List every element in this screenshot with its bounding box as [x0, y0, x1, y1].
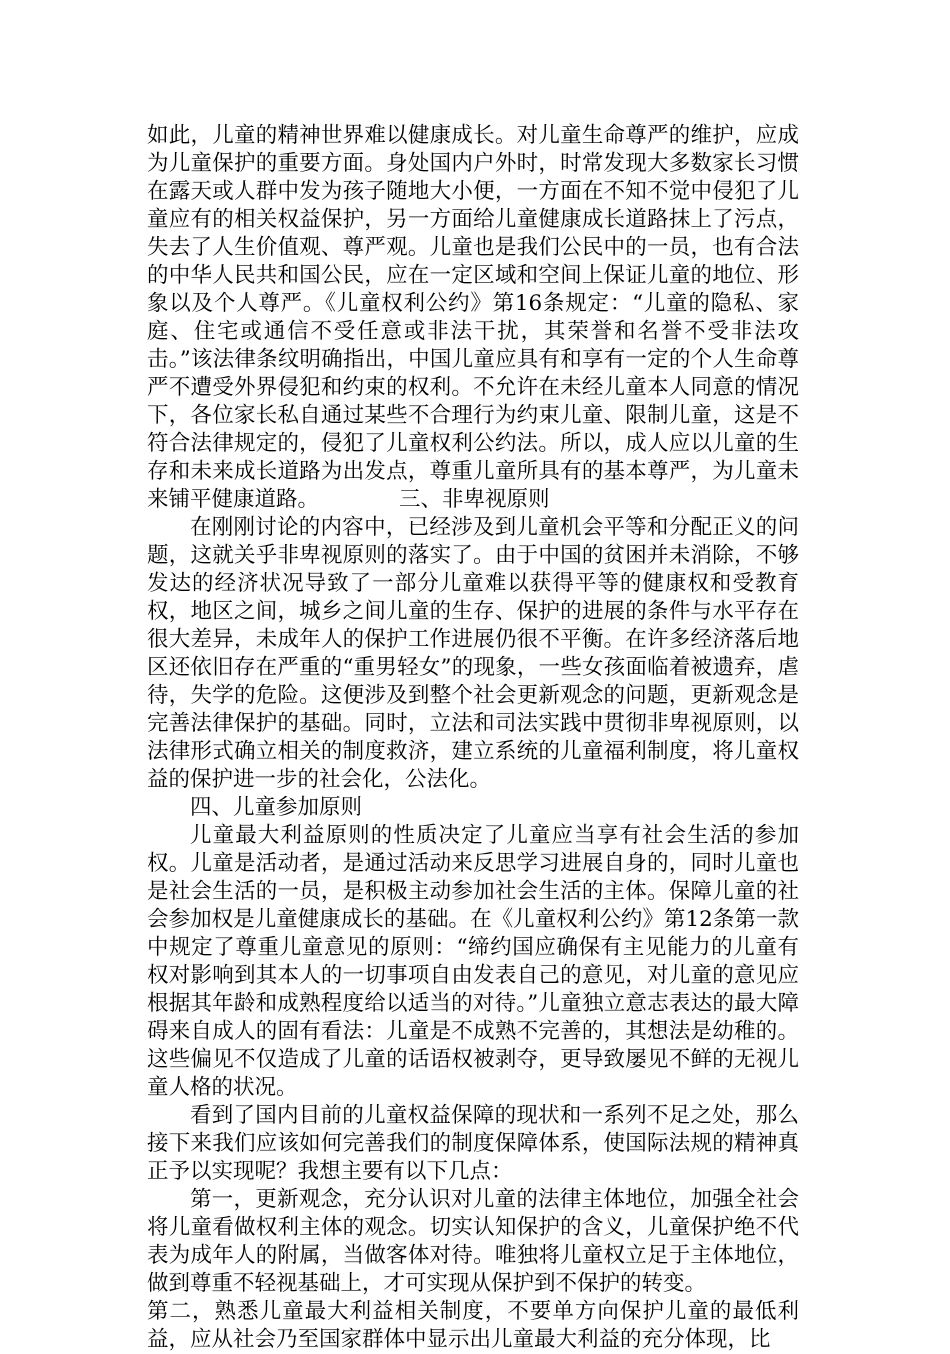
paragraph-participation: 儿童最大利益原则的性质决定了儿童应当享有社会生活的参加权。儿童是活动者，是通过活动来反思学习进展自身的，同时儿童也是社会生活的一员，是积极主动参加社会生活的主体。保障儿童的社会参加权是儿童健康成长的基础。在《儿童权利公约》第12条第一款中规定了尊重儿童意见的原则：“缔约国应确保有主见能力的儿童有权对影响到其本人的一切事项自由发表自己的意见，对儿童的意见应根据其年龄和成熟程度给以适当的对待。”儿童独立意志表达的最大障碍来自成人的固有看法：儿童是不成熟不完善的，其想法是幼稚的。这些偏见不仅造成了儿童的话语权被剥夺，更导致屡见不鲜的无视儿童人格的状况。 [147, 823, 799, 1100]
paragraph-improvement-intro: 看到了国内目前的儿童权益保障的现状和一系列不足之处，那么接下来我们应该如何完善我们的制度保障体系，使国际法规的精神真正予以实现呢？我想主要有以下几点： [147, 1103, 799, 1184]
document-page [147, 122, 799, 1354]
paragraph-child-dignity [147, 122, 799, 514]
paragraph-text: 如此，儿童的精神世界难以健康成长。对儿童生命尊严的维护，应成为儿童保护的重要方面。身处国内户外时，时常发现大多数家长习惯在露天或人群中发为孩子随地大小便，一方面在不知不觉中侵犯了儿童应有的相关权益保护，另一方面给儿童健康成长道路抹上了污点，失去了人生价值观、尊严观。儿童也是我们公民中的一员，也有合法的中华人民共和国公民，应在一定区域和空间上保证儿童的地位、形象以及个人尊严。《儿童权利公约》第16条规定：“儿童的隐私、家庭、住宅或通信不受任意或非法干扰，其荣誉和名誉不受非法攻击。”该法律条纹明确指出，中国儿童应具有和享有一定的个人生命尊严不遭受外界侵犯和约束的权利。不允许在未经儿童本人同意的情况下，各位家长私自通过某些不合理行为约束儿童、限制儿童，这是不符合法律规定的，侵犯了儿童权利公约法。所以，成人应以儿童的生存和未来成长道路为出发点，尊重儿童所具有的基本尊严，为儿童未来铺平健康道路。 [147, 123, 799, 512]
section-heading-participation: 四、儿童参加原则 [190, 795, 363, 820]
section-heading-non-discrimination: 三、非卑视原则 [399, 487, 550, 512]
paragraph-non-discrimination: 在刚刚讨论的内容中，已经涉及到儿童机会平等和分配正义的问题，这就关乎非卑视原则的落实了。由于中国的贫困并未消除，不够发达的经济状况导致了一部分儿童难以获得平等的健康权和受教育权，地区之间，城乡之间儿童的生存、保护的进展的条件与水平存在很大差异，未成年人的保护工作进展仍很不平衡。在许多经济落后地区还依旧存在严重的“重男轻女”的现象，一些女孩面临着被遗弃，虐待，失学的危险。这便涉及到整个社会更新观念的问题，更新观念是完善法律保护的基础。同时，立法和司法实践中贯彻非卑视原则，以法律形式确立相关的制度救济，建立系统的儿童福利制度，将儿童权益的保护进一步的社会化，公法化。 [147, 515, 799, 792]
paragraph-point-one: 第一，更新观念，充分认识对儿童的法律主体地位，加强全社会将儿童看做权利主体的观念。切实认知保护的含义，儿童保护绝不代表为成年人的附属，当做客体对待。唯独将儿童权立足于主体地位，做到尊重不轻视基础上，才可实现从保护到不保护的转变。 [147, 1187, 799, 1296]
paragraph-point-two: 第二，熟悉儿童最大利益相关制度，不要单方向保护儿童的最低利益，应从社会乃至国家群体中显示出儿童最大利益的充分体现，比 [147, 1299, 799, 1352]
